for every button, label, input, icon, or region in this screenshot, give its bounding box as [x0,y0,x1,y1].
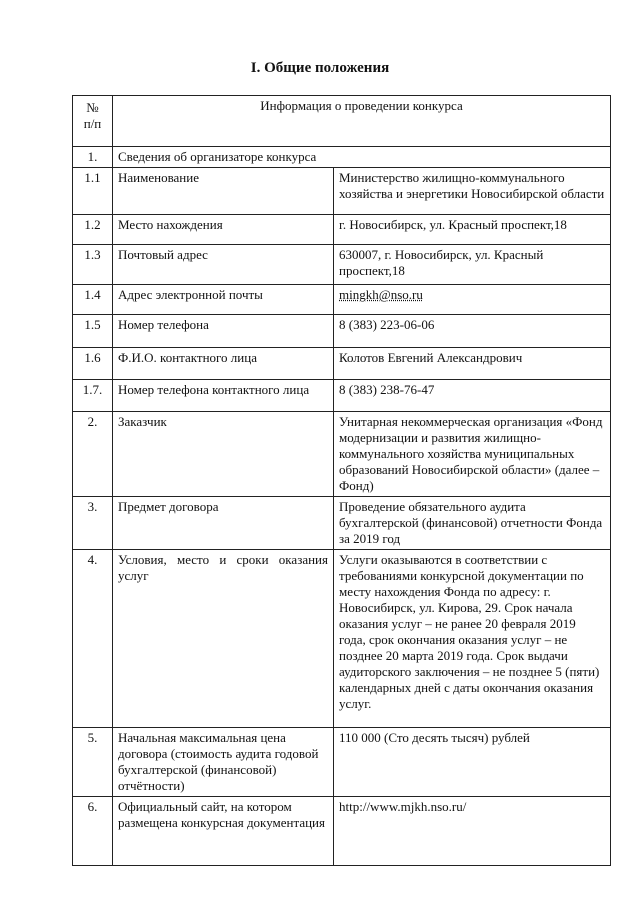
email-link[interactable]: mingkh@nso.ru [334,285,611,315]
row-value: Услуги оказываются в соответствии с требованиями конкурсной документации по месту нахождения Фонда по адресу: г. Новосибирск, ул. Кирова, 29. Срок начала оказания услуг – не ранее 20 февраля 2019 года, срок окончания оказания услуг – не позднее 20 марта 2019 года. Срок выдачи аудиторского заключения – не позднее 5 (пяти) календарных дней с даты окончания оказания услуг. [334,550,611,728]
row-label: Условия, место и сроки оказания услуг [113,550,334,728]
row-label: Начальная максимальная цена договора (стоимость аудита годовой бухгалтерской (финансовой) отчётности) [113,728,334,797]
row-label: Предмет договора [113,497,334,550]
row-value: 8 (383) 238-76-47 [334,380,611,412]
row-num: 3. [73,497,113,550]
row-value: Унитарная некоммерческая организация «Фонд модернизации и развития жилищно-коммунального хозяйства муниципальных образований Новосибирской области» (далее – Фонд) [334,412,611,497]
table-row [73,168,611,215]
row-num: 1.5 [73,315,113,348]
row-value: 630007, г. Новосибирск, ул. Красный проспект,18 [334,245,611,285]
table-row [73,380,611,412]
header-num: № п/п [73,96,113,147]
tender-info-table [72,95,611,866]
row-label: Адрес электронной почты [113,285,334,315]
table-header-row [73,96,611,147]
table-row [73,245,611,285]
row-label: Номер телефона [113,315,334,348]
table-row [73,797,611,866]
row-label: Место нахождения [113,215,334,245]
table-row [73,412,611,497]
row-label: Наименование [113,168,334,215]
header-title: Информация о проведении конкурса [113,96,611,147]
website-link[interactable]: http://www.mjkh.nso.ru/ [334,797,611,866]
row-num: 2. [73,412,113,497]
table-row [73,348,611,380]
row-label: Официальный сайт, на котором размещена конкурсная документация [113,797,334,866]
row-num: 1. [73,147,113,168]
row-num: 1.1 [73,168,113,215]
section-row-title: Сведения об организаторе конкурса [113,147,611,168]
row-value: Колотов Евгений Александрович [334,348,611,380]
row-num: 1.3 [73,245,113,285]
row-num: 1.6 [73,348,113,380]
table-row [73,728,611,797]
row-value: г. Новосибирск, ул. Красный проспект,18 [334,215,611,245]
row-label: Номер телефона контактного лица [113,380,334,412]
row-label: Ф.И.О. контактного лица [113,348,334,380]
row-value: 8 (383) 223-06-06 [334,315,611,348]
table-row [73,550,611,728]
table-row [73,497,611,550]
row-value: Министерство жилищно-коммунального хозяйства и энергетики Новосибирской области [334,168,611,215]
row-num: 1.7. [73,380,113,412]
row-num: 5. [73,728,113,797]
table-row [73,215,611,245]
row-value: Проведение обязательного аудита бухгалтерской (финансовой) отчетности Фонда за 2019 год [334,497,611,550]
row-num: 4. [73,550,113,728]
row-label: Заказчик [113,412,334,497]
row-num: 1.4 [73,285,113,315]
table-row [73,315,611,348]
section-row [73,147,611,168]
section-title: I. Общие положения [250,60,390,76]
row-num: 6. [73,797,113,866]
row-num: 1.2 [73,215,113,245]
row-label: Почтовый адрес [113,245,334,285]
table-row [73,285,611,315]
row-value: 110 000 (Сто десять тысяч) рублей [334,728,611,797]
